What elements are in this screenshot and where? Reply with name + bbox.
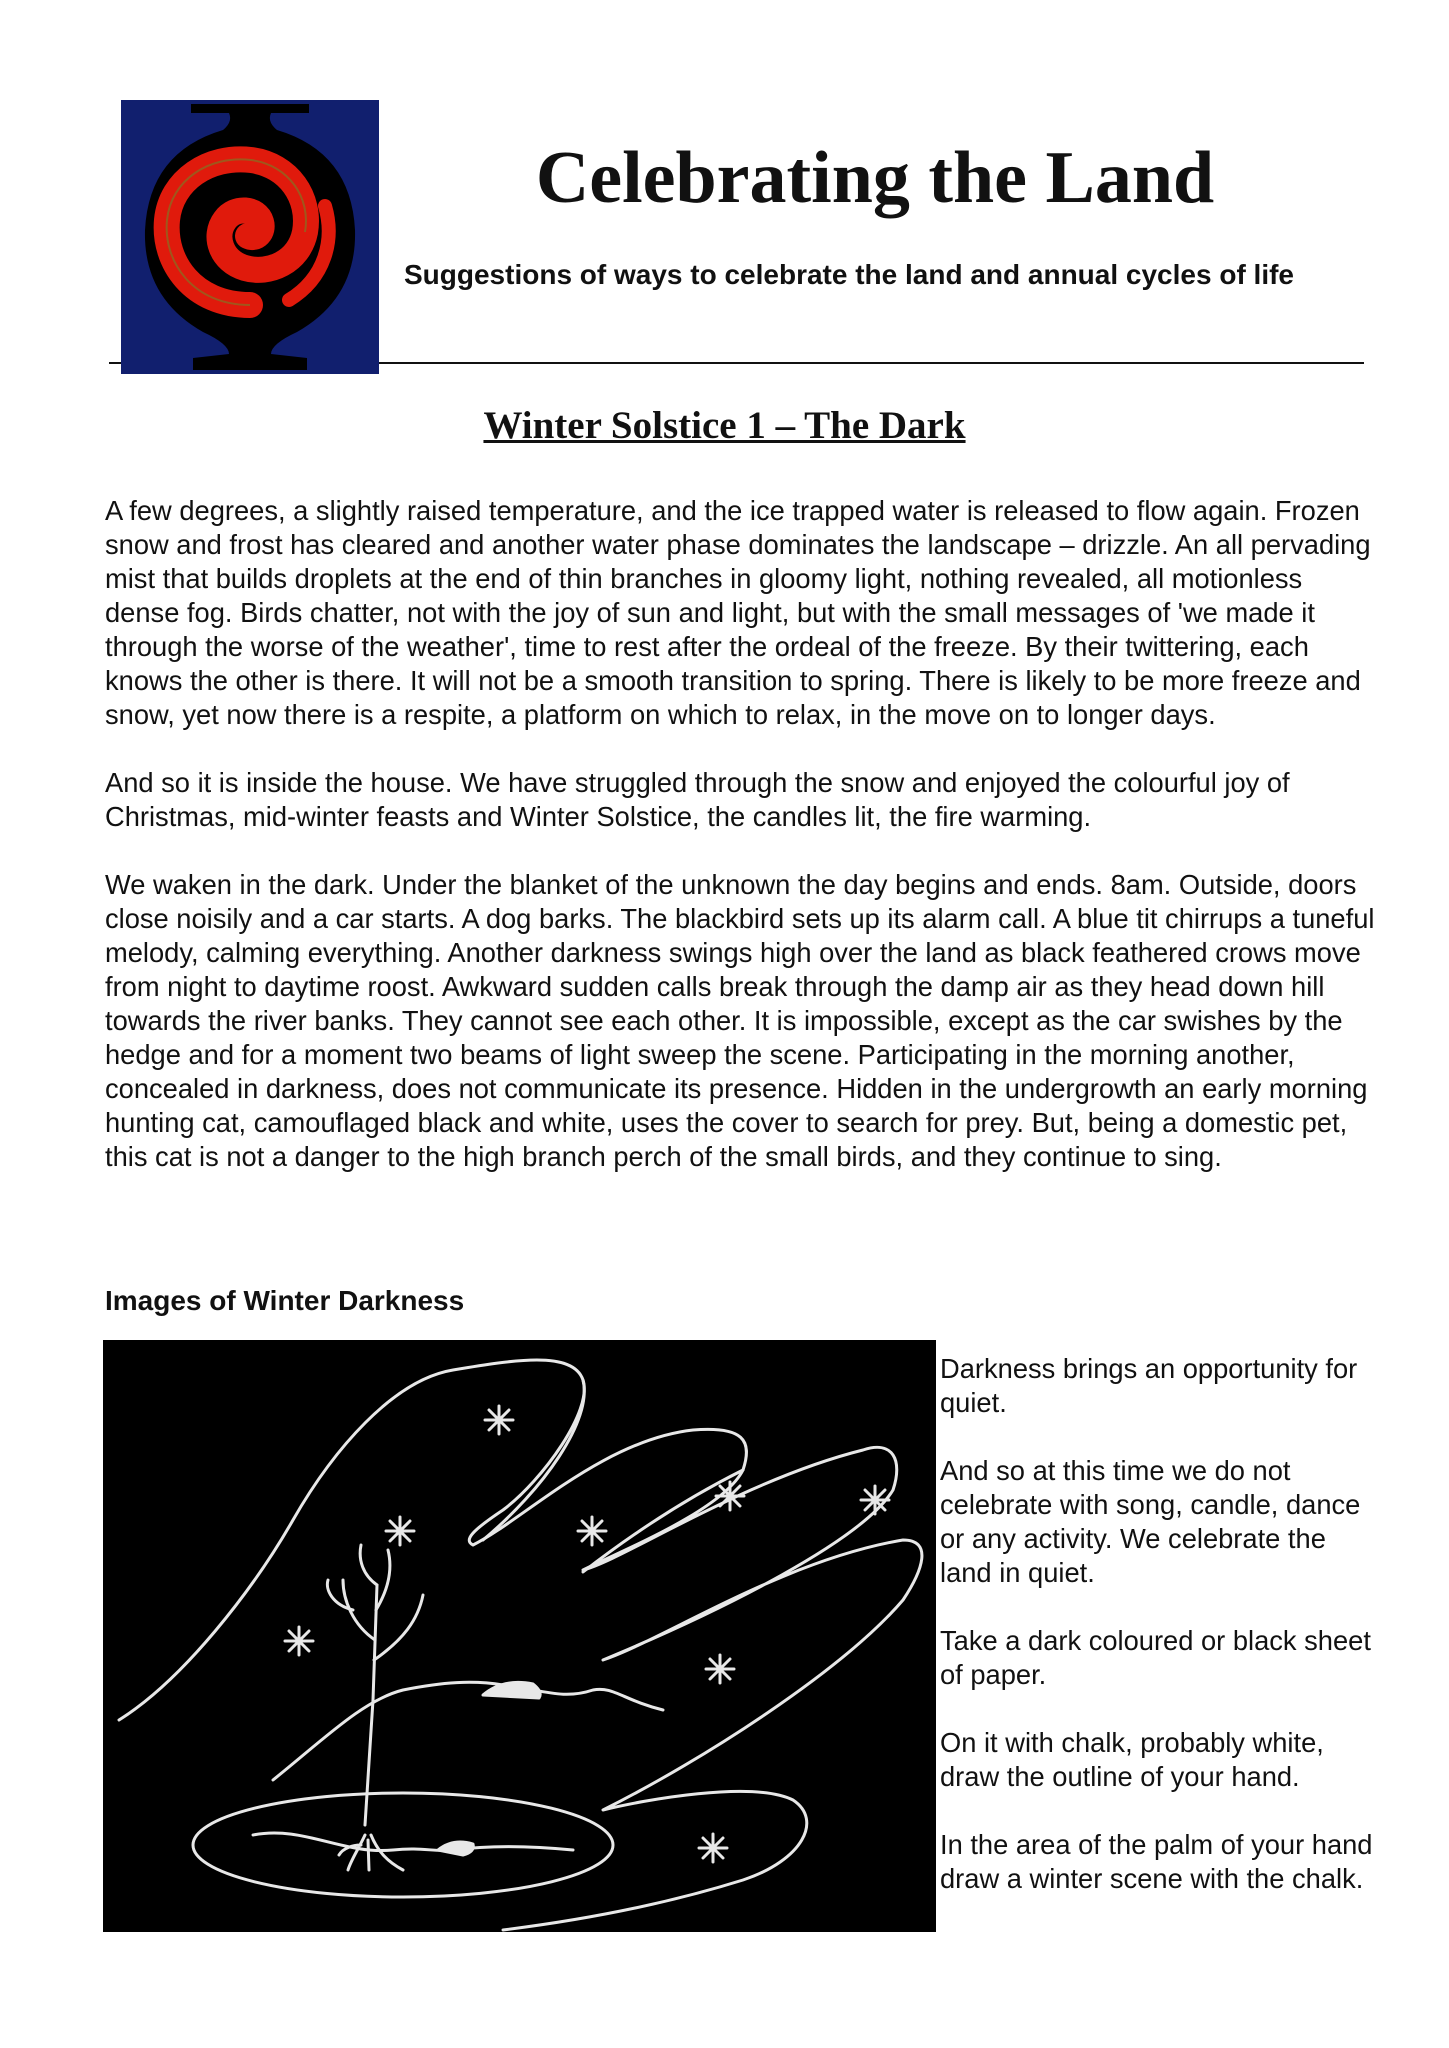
paragraph: And so it is inside the house. We have struggled through the snow and enjoyed the colourful joy of Christmas, mid-winter feasts and Winter Solstice, the candles lit, the fire warming. — [105, 767, 1290, 832]
snowflake-icon — [578, 1517, 606, 1545]
images-heading: Images of Winter Darkness — [105, 1285, 465, 1316]
page-title: Celebrating the Land — [535, 137, 1215, 219]
pond-ice — [438, 1842, 473, 1855]
instruction-paragraph: On it with chalk, probably white, draw the outline of your hand. — [940, 1727, 1324, 1792]
snowflake-icon — [861, 1486, 889, 1514]
instructions-text — [940, 1352, 1380, 1930]
header-rule-left — [109, 362, 121, 364]
snowflake-icon — [699, 1834, 727, 1862]
pond-ripple — [253, 1833, 573, 1851]
article-body — [105, 494, 1375, 1208]
header-rule-right — [379, 362, 1364, 364]
frozen-pond — [193, 1793, 613, 1897]
section-heading: Winter Solstice 1 – The Dark — [483, 404, 966, 447]
snowflake-icon — [485, 1406, 513, 1434]
snowflake-icon — [285, 1627, 313, 1655]
spiral-vase-logo — [121, 100, 379, 374]
snowflake-icon — [706, 1655, 734, 1683]
snowflake-icon — [716, 1482, 744, 1510]
hand-outline — [119, 1360, 922, 1930]
instruction-paragraph: In the area of the palm of your hand draw a winter scene with the chalk. — [940, 1829, 1373, 1894]
tree-reflection — [339, 1835, 403, 1870]
chalk-hand-illustration — [103, 1340, 936, 1932]
paragraph: We waken in the dark. Under the blanket of the unknown the day begins and ends. 8am. Outside, doors close noisily and a car starts. A dog barks. The blackbird sets up its alarm call. A blue tit chirrups a tuneful melody, calming everything. Another darkness swings high over the land as black feathered crows move from night to daytime roost. Awkward sudden calls break through the damp air as they head down hill towards the river banks. They cannot see each other. It is impossible, except as the car swishes by the hedge and for a moment two beams of light sweep the scene. Participating in the morning another, concealed in darkness, does not communicate its presence. Hidden in the undergrowth an early morning hunting cat, camouflaged black and white, uses the cover to search for prey. But, being a domestic pet, this cat is not a danger to the high branch perch of the small birds, and they continue to sing. — [105, 869, 1375, 1172]
hill-line — [273, 1682, 663, 1780]
inner-finger — [483, 1380, 584, 1540]
instruction-paragraph: Take a dark coloured or black sheet of paper. — [940, 1625, 1371, 1690]
paragraph: A few degrees, a slightly raised temperature, and the ice trapped water is released to flow again. Frozen snow and frost has cleared and another water phase dominates the landscape – drizzle. An all pervading mist that builds droplets at the end of thin branches in gloomy light, nothing revealed, all motionless dense fog. Birds chatter, not with the joy of sun and light, but with the small messages of 'we made it through the worse of the weather', time to rest after the ordeal of the freeze. By their twittering, each knows the other is there. It will not be a smooth transition to spring. There is likely to be more freeze and snow, yet now there is a respite, a platform on which to relax, in the move on to longer days. — [105, 495, 1371, 730]
instruction-paragraph: Darkness brings an opportunity for quiet. — [940, 1353, 1358, 1418]
instruction-paragraph: And so at this time we do not celebrate with song, candle, dance or any activity. We celebrate the land in quiet. — [940, 1455, 1361, 1588]
snowflake-icon — [386, 1517, 414, 1545]
page-subtitle: Suggestions of ways to celebrate the land and annual cycles of life — [404, 259, 1294, 290]
